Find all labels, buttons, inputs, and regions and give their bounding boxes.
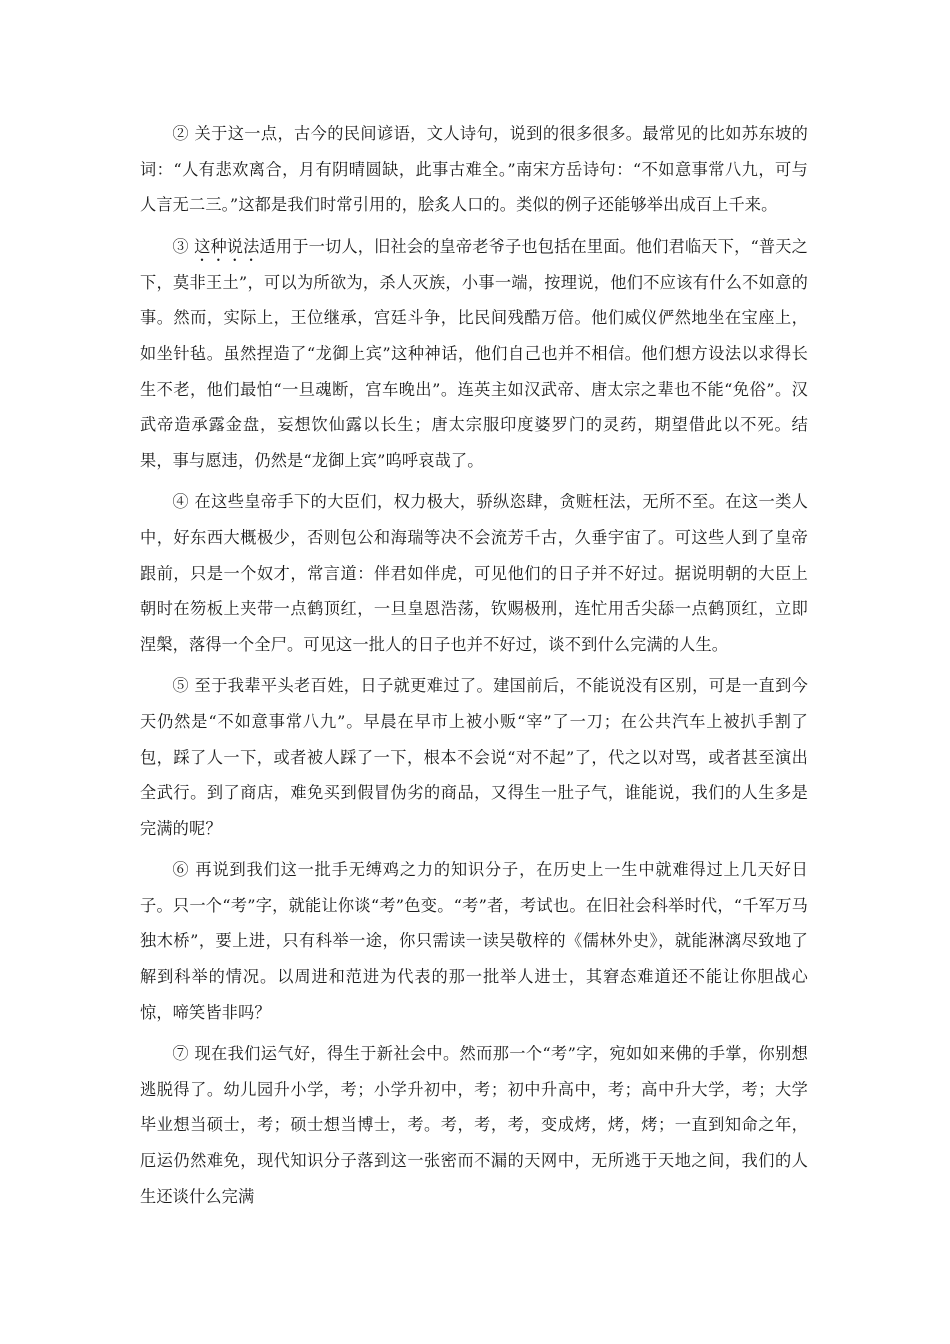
paragraph-4: ④ 在这些皇帝手下的大臣们，权力极大，骄纵恣肆，贪赃枉法，无所不至。在这一类人中，好东西大概极少，否则包公和海瑞等决不会流芳千古，久垂宇宙了。可这些人到了皇帝跟前，只是一个奴才，常言道：伴君如伴虎，可见他们的日子并不好过。据说明朝的大臣上朝时在笏板上夹带一点鹤顶红，一旦皇恩浩荡，钦赐极刑，连忙用舌尖舔一点鹤顶红，立即涅槃，落得一个全尸。可见这一批人的日子也并不好过，谈不到什么完满的人生。 [140, 492, 808, 654]
emphasized-phrase: 这种说法 [194, 236, 260, 256]
paragraph-3-text: 适用于一切人，旧社会的皇帝老爷子也包括在里面。他们君临天下，“普天之下，莫非王土”，可以为所欲为，杀人灭族，小事一端，按理说，他们不应该有什么不如意的事。然而，实际上，王位继承，宫廷斗争，比民间残酷万倍。他们威仪俨然地坐在宝座上，如坐针毡。虽然捏造了“龙御上宾”这种神话，他们自己也并不相信。他们想方设法以求得长生不老，他们最怕“一旦魂断，宫车晚出”。连英主如汉武帝、唐太宗之辈也不能“免俗”。汉武帝造承露金盘，妄想饮仙露以长生；唐太宗服印度婆罗门的灵药，期望借此以不死。结果，事与愿违，仍然是“龙御上宾”呜呼哀哉了。 [140, 236, 808, 470]
paragraph-3 [140, 229, 808, 479]
article-body [140, 116, 808, 1220]
paragraph-2: ② 关于这一点，古今的民间谚语，文人诗句，说到的很多很多。最常见的比如苏东坡的词：“人有悲欢离合，月有阴晴圆缺，此事古难全。”南宋方岳诗句：“不如意事常八九，可与人言无二三。”这都是我们时常引用的，脍炙人口的。类似的例子还能够举出成百上千来。 [140, 124, 808, 215]
paragraph-3-prefix: ③ [172, 236, 195, 256]
paragraph-5: ⑤ 至于我辈平头老百姓，日子就更难过了。建国前后，不能说没有区别，可是一直到今天仍然是“不如意事常八九”。早晨在早市上被小贩“宰”了一刀；在公共汽车上被扒手割了包，踩了人一下，或者被人踩了一下，根本不会说“对不起”了，代之以对骂，或者甚至演出全武行。到了商店，难免买到假冒伪劣的商品，又得生一肚子气，谁能说，我们的人生多是完满的呢？ [140, 676, 808, 838]
paragraph-7: ⑦ 现在我们运气好，得生于新社会中。然而那一个“考”字，宛如如来佛的手掌，你别想逃脱得了。幼儿园升小学，考；小学升初中，考；初中升高中，考；高中升大学，考；大学毕业想当硕士，考；硕士想当博士，考。考，考，考，变成烤，烤，烤；一直到知命之年，厄运仍然难免，现代知识分子落到这一张密而不漏的天网中，无所逃于天地之间，我们的人生还谈什么完满 [140, 1044, 808, 1206]
paragraph-6: ⑥ 再说到我们这一批手无缚鸡之力的知识分子，在历史上一生中就难得过上几天好日子。只一个“考”字，就能让你谈“考”色变。“考”者，考试也。在旧社会科举时代，“千军万马独木桥”，要上进，只有科举一途，你只需读一读吴敬梓的《儒林外史》，就能淋漓尽致地了解到科举的情况。以周进和范进为代表的那一批举人进士，其窘态难道还不能让你胆战心惊，啼笑皆非吗？ [140, 860, 808, 1022]
